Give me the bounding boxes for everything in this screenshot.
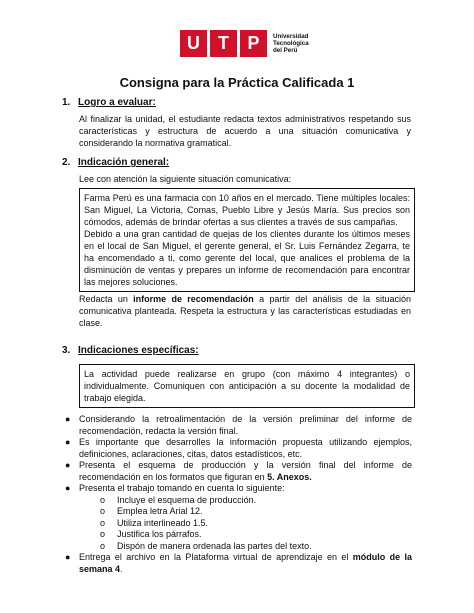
list-item: ● Presenta el trabajo tomando en cuenta lo siguiente: o Incluye el esquema de producción. o Emplea letra Arial 12. o Utiliza interlineado 1.5. o Justifica los párrafos. o Dispón de manera ordenada las partes del texto. (62, 483, 412, 552)
circle-bullet-icon: o (100, 494, 106, 505)
logo-letter-u: U (180, 30, 207, 57)
circle-bullet-icon: o (100, 529, 106, 539)
circle-bullet-icon: o (100, 506, 106, 516)
list-item: ● Presenta el esquema de producción y la versión final del informe de recomendación en los formatos que figuran en 5. Anexos. (65, 460, 412, 482)
sub-list-item: o Dispón de manera ordenada las partes del texto. (100, 540, 312, 551)
sub-list (79, 495, 412, 553)
document-title: Consigna para la Práctica Calificada 1 (119, 75, 355, 90)
sub-list-item: o Utiliza interlineado 1.5. (100, 517, 209, 528)
situacion-box (79, 188, 415, 292)
circle-bullet-icon: o (100, 517, 106, 528)
list-item: ● Es importante que desarrolles la información propuesta utilizando ejemplos, definiciones, aclaraciones, citas, datos estadísticos, etc. (65, 437, 412, 459)
redacta-paragraph: Redacta un informe de recomendación a partir del análisis de la situación comunicativa planteada. Respeta la estructura y las características estudiadas en clase. (79, 294, 411, 328)
section-heading-logro: 1. Logro a evaluar: (62, 97, 156, 108)
especificas-box: La actividad puede realizarse en grupo (con máximo 4 integrantes) o individualmente. Comuniquen con anticipación a su docente la modalidad de trabajo elegida. (79, 364, 415, 408)
sub-list-item: o Justifica los párrafos. (100, 529, 202, 539)
situacion-paragraph-1: Farma Perú es una farmacia con 10 años en el mercado. Tiene múltiples locales: San Miguel, La Victoria, Comas, Pueblo Libre y Jesús María. Sus precios son cómodos, además de brindar ofertas a sus clientes a través de sus campañas. (84, 193, 410, 227)
bullet-icon: ● (65, 437, 71, 447)
indicacion-intro: Lee con atención la siguiente situación comunicativa: (79, 174, 292, 184)
logo-university-name: Universidad Tecnológica del Perú (273, 33, 309, 54)
bullet-icon: ● (65, 414, 71, 424)
situacion-paragraph-2: Debido a una gran cantidad de quejas de los clientes durante los últimos meses en el local de San Miguel, el gerente general, el Sr. Luis Fernández Zegarra, te ha encomendado a ti, como gerente del local, que analices el problema de la disminución de ventas y prepares un informe de recomendación para encontrar las mejores soluciones. (84, 229, 410, 287)
section-heading-indicacion-general: 2. Indicación general: (62, 157, 170, 168)
logo-letter-p: P (240, 30, 267, 57)
list-item: ● Considerando la retroalimentación de la versión preliminar del informe de recomendación, redacta la versión final. (65, 414, 412, 436)
bullet-icon: ● (65, 460, 71, 470)
sub-list-item: o Incluye el esquema de producción. (100, 494, 257, 505)
list-item: ● Entrega el archivo en la Plataforma virtual de aprendizaje en el módulo de la semana 4. (65, 552, 412, 574)
logro-paragraph: Al finalizar la unidad, el estudiante redacta textos administrativos respetando sus características y estructura de acuerdo a una situación comunicativa y considerando la normativa gramatical. (79, 114, 411, 148)
logo-letter-t: T (210, 30, 237, 57)
bullet-icon: ● (65, 483, 71, 493)
bullet-icon: ● (65, 552, 71, 562)
section-heading-indicaciones-especificas: 3. Indicaciones específicas: (62, 345, 199, 356)
sub-list-item: o Emplea letra Arial 12. (100, 506, 203, 516)
indicaciones-list (62, 414, 412, 575)
circle-bullet-icon: o (100, 540, 106, 551)
utp-logo (180, 30, 309, 57)
